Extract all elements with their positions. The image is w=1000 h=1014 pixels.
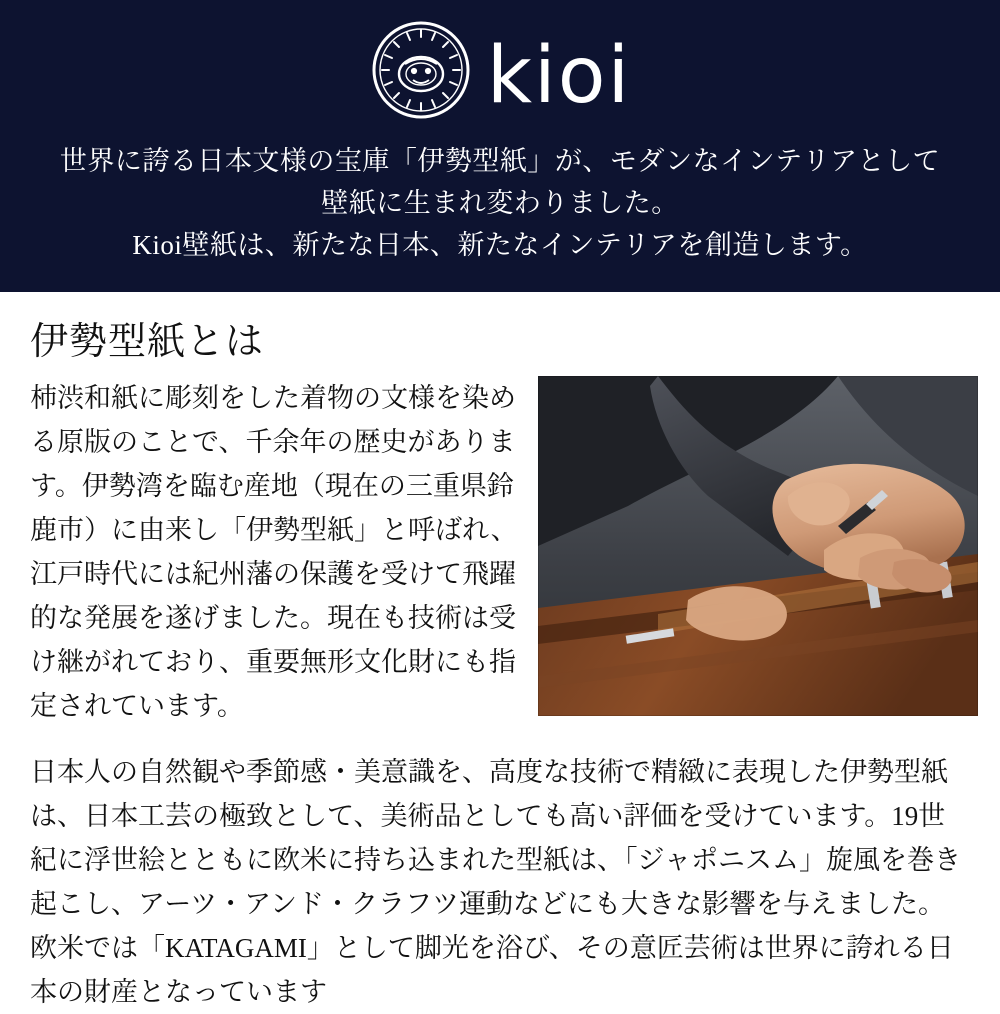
brand-wordmark: kioi (486, 31, 632, 121)
page-title: 伊勢型紙とは (30, 321, 265, 363)
intro-text (30, 376, 520, 728)
circular-stamp-icon (369, 18, 473, 122)
hero-tagline-line-1: 世界に誇る日本文様の宝庫「伊勢型紙」が、モダンなインテリアとして (59, 146, 941, 176)
body-paragraph: 日本人の自然観や季節感・美意識を、高度な技術で精緻に表現した伊勢型紙は、日本工芸の極致として、美術品としても高い評価を受けています。19世紀に浮世絵とともに欧米に持ち込まれた型紙は、「ジャポニスム」旋風を巻き起こし、アーツ・アンド・クラフツ運動などにも大きな影響を与えました。欧米では「KATAGAMI」として脚光を浴び、その意匠芸術は世界に誇れる日本の財産となっています (30, 757, 961, 1007)
body-text (30, 750, 970, 1014)
main-content (0, 292, 1000, 1014)
craftsman-carving-photo (538, 376, 978, 716)
intro-paragraph: 柿渋和紙に彫刻をした着物の文様を染める原版のことで、千余年の歴史があります。伊勢湾を臨む産地（現在の三重県鈴鹿市）に由来し「伊勢型紙」と呼ばれ、江戸時代には紀州藩の保護を受けて飛躍的な発展を遂げました。現在も技術は受け継がれており、重要無形文化財にも指定されています。 (30, 383, 518, 721)
brand-logo (0, 0, 1000, 122)
hero-banner (0, 0, 1000, 292)
hero-tagline (0, 140, 1000, 266)
hero-tagline-line-2: 壁紙に生まれ変わりました。 (321, 188, 679, 218)
hero-tagline-line-3: Kioi壁紙は、新たな日本、新たなインテリアを創造します。 (132, 230, 868, 260)
intro-row (22, 376, 978, 728)
